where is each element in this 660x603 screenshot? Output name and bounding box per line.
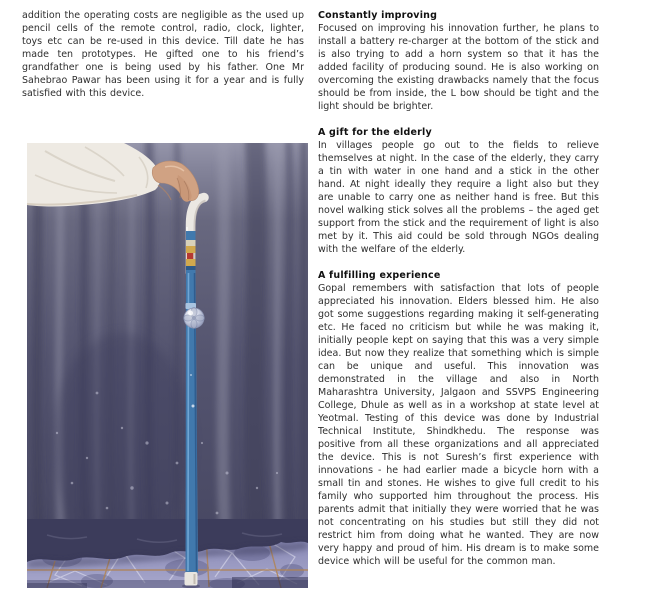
walking-stick-photo xyxy=(27,143,308,588)
stick-ferrule xyxy=(185,572,198,586)
section-constantly-improving xyxy=(318,9,599,113)
right-column xyxy=(318,9,599,568)
left-column xyxy=(22,9,304,100)
section-body: In villages people go out to the fields to relieve themselves at night. In the case of the elderly, they carry a tin with water in one hand and a stick in the other hand. At night ideally they require a light also but they are unable to carry one as neither hand is free. But this novel walking stick solves all the problems – the aged get support from the stick and the requirement of light is also met by it. This aid could be sold through NGOs dealing with the welfare of the elderly. xyxy=(318,140,599,255)
section-body: Gopal remembers with satisfaction that lots of people appreciated his innovation. Elders blessed him. He also got some suggestions regarding making it self-generating etc. He faced no criticism but while he was making it, initially people kept on saying that this was a very simple idea. But now they realize that something which is simple can be unique and useful. This innovation was demonstrated in the village and also in North Maharashtra University, Jalgaon and SSVPS Engineering College, Dhule as well as in a workshop at state level at Yeotmal. Testing of this device was done by Industrial Technical Institute, Shindkhedu. The response was positive from all these organizations and all appreciated the device. This is not Suresh’s first experience with innovations - he had earlier made a bicycle horn with a small tin and stones. He wishes to give full credit to his family who supported him throughout the process. His parents admit that initially they were worried that he was not concentrating on his studies but still they did not restrict him from doing what he wanted. They are now very happy and proud of him. His dream is to make some device which will be useful for the common man. xyxy=(318,283,599,567)
stick-color-bands xyxy=(186,231,196,270)
section-fulfilling-experience xyxy=(318,269,599,568)
section-body: Focused on improving his innovation further, he plans to install a battery re-charger at the bottom of the stick and is also trying to add a horn system so that it has the added facility of producing sound. He is also working on overcoming the existing drawbacks namely that the focus should be from inside, the L bow should be tight and the light should be brighter. xyxy=(318,23,599,112)
section-gift-for-elderly xyxy=(318,126,599,256)
section-heading: A gift for the elderly xyxy=(318,127,432,138)
section-heading: Constantly improving xyxy=(318,10,438,21)
section-heading: A fulfilling experience xyxy=(318,270,441,281)
intro-paragraph: addition the operating costs are negligible as the used up pencil cells of the remote control, radio, clock, lighter, toys etc can be re-used in this device. Till date he has made ten prototypes. He gifted one to his friend’s grandfather one is being used by his father. One Mr Sahebrao Pawar has been using it for a year and is fully satisfied with this device. xyxy=(22,10,304,99)
stick-light-bulb xyxy=(184,308,205,329)
